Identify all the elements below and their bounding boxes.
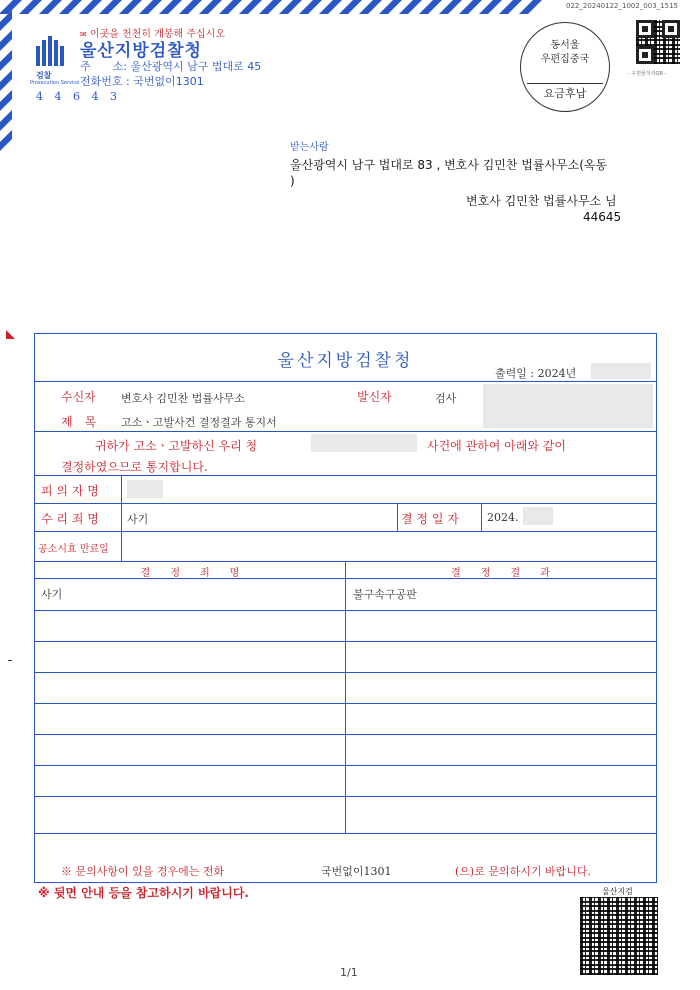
footer-note: ※ 문의사항이 있을 경우에는 전화 bbox=[61, 865, 225, 878]
sender-phone: 전화번호 : 국번없이1301 bbox=[80, 75, 204, 88]
sender-zip: 4 4 6 4 3 bbox=[36, 90, 121, 103]
footer-phone: 국번없이1301 bbox=[321, 865, 392, 878]
notice-body-line1: 귀하가 고소ㆍ고발하신 우리 청 bbox=[95, 439, 258, 453]
recipient-address-line1: 울산광역시 남구 법대로 83 , 변호사 김민찬 법률사무소(옥동 bbox=[290, 158, 608, 172]
charge-value: 사기 bbox=[127, 513, 149, 526]
qr-label: 울산지검 bbox=[602, 887, 633, 896]
fold-mark bbox=[8, 660, 12, 661]
limitation-label: 공소시효 만료일 bbox=[38, 544, 109, 555]
recipient-label: 받는사람 bbox=[290, 142, 329, 153]
redacted-print-date bbox=[591, 363, 651, 379]
redacted-sender-extra bbox=[483, 410, 653, 428]
top-right-code: 022_20240122_1002_003_1515 bbox=[566, 2, 678, 10]
print-date: 출력일 : 2024년 bbox=[495, 367, 577, 380]
back-notice: ※ 뒷면 안내 등을 참고하시기 바랍니다. bbox=[38, 886, 249, 900]
postage-stamp: 동서울 우편집중국 요금후납 bbox=[520, 22, 610, 112]
suspect-label: 피 의 자 명 bbox=[41, 484, 99, 498]
redacted-prosecutor bbox=[483, 384, 653, 410]
sender-label: 발신자 bbox=[357, 390, 392, 404]
decision-charge-value: 사기 bbox=[41, 588, 63, 601]
redacted-decision-date bbox=[523, 507, 553, 525]
decision-charge-header: 결 정 죄 명 bbox=[140, 568, 240, 579]
sender-address: 주 소: 울산광역시 남구 법대로 45 bbox=[80, 60, 262, 73]
decision-notice-form bbox=[34, 333, 657, 883]
sender-name: 울산지방검찰청 bbox=[80, 41, 202, 61]
prosecution-logo-icon bbox=[36, 36, 64, 66]
subject-value: 고소ㆍ고발사건 결정결과 통지서 bbox=[121, 416, 277, 429]
receiver-value: 변호사 김민찬 법률사무소 bbox=[121, 392, 245, 405]
decision-date-value: 2024. bbox=[487, 511, 519, 524]
redacted-suspect bbox=[127, 480, 163, 498]
open-notice: ✉ 이곳을 천천히 개봉해 주십시오 bbox=[80, 29, 226, 40]
recipient-address-line2: ) bbox=[290, 174, 295, 188]
recipient-zip: 44645 bbox=[583, 210, 622, 224]
decision-date-label: 결 정 일 자 bbox=[401, 512, 459, 526]
decision-result-header: 결 정 결 과 bbox=[451, 568, 550, 579]
logo-text: 검찰 bbox=[36, 71, 52, 80]
notice-body-line1-end: 사건에 관하여 아래와 같이 bbox=[427, 439, 566, 453]
envelope-border-left bbox=[0, 0, 12, 160]
sender-value: 검사 bbox=[435, 392, 457, 405]
page-number: 1/1 bbox=[340, 966, 358, 979]
charge-label: 수 리 죄 명 bbox=[41, 512, 99, 526]
redacted-case-number bbox=[311, 434, 417, 452]
qr-caption: - 우편물처리QR - bbox=[628, 71, 667, 77]
receiver-label: 수신자 bbox=[61, 390, 96, 404]
document-qr-code bbox=[580, 897, 658, 975]
notice-body-line2: 결정하였으므로 통지합니다. bbox=[61, 460, 208, 474]
footer-note-end: (으)로 문의하시기 바랍니다. bbox=[455, 865, 591, 878]
recipient-name: 변호사 김민찬 법률사무소 님 bbox=[466, 194, 617, 208]
notice-title: 울산지방검찰청 bbox=[277, 351, 414, 371]
envelope-qr-code bbox=[636, 20, 680, 64]
decision-result-value: 불구속구공판 bbox=[353, 588, 417, 601]
subject-label: 제 목 bbox=[61, 415, 97, 429]
fold-marker-icon bbox=[6, 330, 15, 339]
logo-subtext: Prosecution Service bbox=[30, 80, 80, 86]
